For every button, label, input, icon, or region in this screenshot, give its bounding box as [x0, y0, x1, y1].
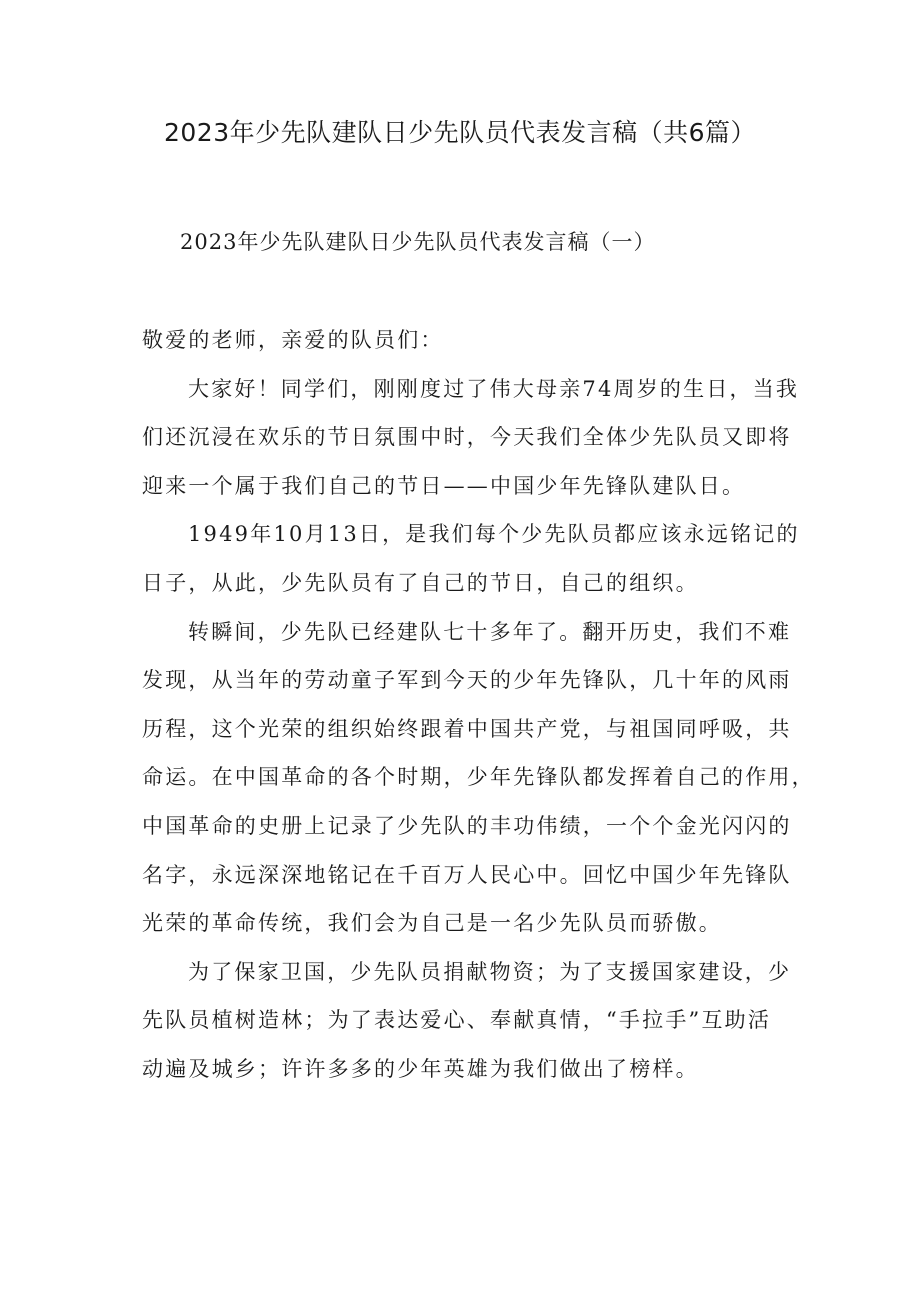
document-title: 2023年少先队建队日少先队员代表发言稿（共6篇） — [163, 118, 757, 147]
paragraph — [142, 365, 800, 511]
text-line: 先队员植树造林；为了表达爱心、奉献真情，“手拉手”互助活 — [142, 1008, 772, 1033]
text-line: 命运。在中国革命的各个时期，少年先锋队都发挥着自己的作用， — [142, 765, 815, 790]
paragraph — [142, 948, 792, 1094]
text-line: 迎来一个属于我们自己的节日——中国少年先锋队建队日。 — [142, 473, 746, 498]
text-line: 1949年10月13日，是我们每个少先队员都应该永远铭记的 — [188, 522, 800, 547]
text-line: 为了保家卫国，少先队员捐献物资；为了支援国家建设，少 — [188, 959, 792, 984]
section-title: 2023年少先队建队日少先队员代表发言稿（一） — [180, 230, 656, 254]
text-line: 发现，从当年的劳动童子军到今天的少年先锋队，几十年的风雨 — [142, 668, 792, 693]
text-line: 名字，永远深深地铭记在千百万人民心中。回忆中国少年先锋队 — [142, 862, 792, 887]
text-line: 转瞬间，少先队已经建队七十多年了。翻开历史，我们不难 — [188, 619, 792, 644]
text-line: 日子，从此，少先队员有了自己的节日，自己的组织。 — [142, 570, 699, 595]
document-body — [142, 316, 815, 1094]
paragraph — [142, 608, 815, 948]
text-line: 们还沉浸在欢乐的节日氛围中时，今天我们全体少先队员又即将 — [142, 425, 792, 450]
text-line: 光荣的革命传统，我们会为自己是一名少先队员而骄傲。 — [142, 911, 722, 936]
text-line: 动遍及城乡；许许多多的少年英雄为我们做出了榜样。 — [142, 1056, 699, 1081]
text-line: 历程，这个光荣的组织始终跟着中国共产党，与祖国同呼吸，共 — [142, 716, 792, 741]
paragraph — [142, 510, 800, 607]
text-line: 中国革命的史册上记录了少先队的丰功伟绩，一个个金光闪闪的 — [142, 813, 792, 838]
text-line: 大家好！同学们，刚刚度过了伟大母亲74周岁的生日，当我 — [188, 376, 800, 401]
greeting: 敬爱的老师，亲爱的队员们： — [142, 328, 444, 352]
